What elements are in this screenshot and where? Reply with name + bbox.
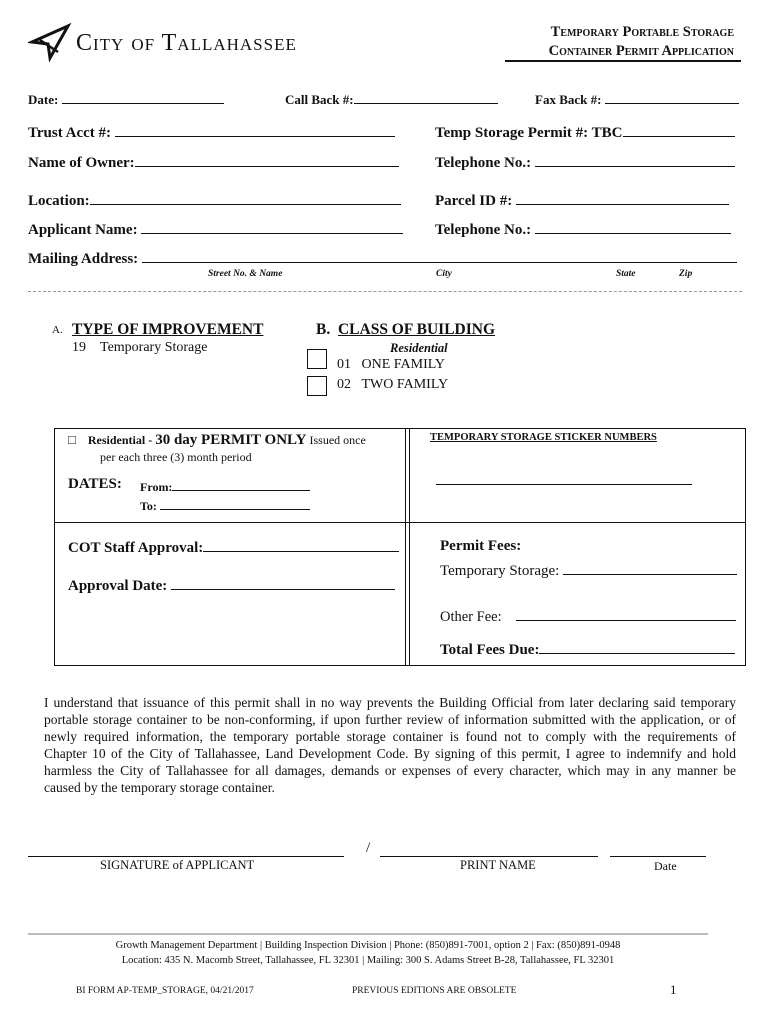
trust-acct-field[interactable]: Trust Acct #: [28, 125, 395, 142]
cot-staff-approval-field[interactable]: COT Staff Approval: [68, 540, 399, 557]
improvement-desc: Temporary Storage [100, 340, 208, 355]
footer-rule [28, 933, 708, 935]
fax-back-field[interactable]: Fax Back #: [535, 92, 739, 108]
to-date-field[interactable]: To: [140, 499, 310, 514]
disclaimer-line: Chapter 10 of the City of Tallahassee, Land Development Code. By signing of this permit, I agree to indemnify and hold [44, 746, 736, 761]
location-field[interactable]: Location: [28, 193, 401, 210]
building-class-heading: CLASS OF BUILDING [337, 321, 496, 338]
residential-permit-checkbox[interactable]: □ [68, 432, 76, 447]
from-date-field[interactable]: From: [140, 480, 310, 495]
applicant-name-field[interactable]: Applicant Name: [28, 222, 403, 239]
telephone-field-1[interactable]: Telephone No.: [435, 155, 735, 172]
state-sublabel: State [616, 269, 636, 279]
temp-storage-permit-value: TBC [591, 125, 623, 141]
residential-permit-line: □ Residential - 30 day PERMIT ONLY Issued once [68, 432, 366, 448]
signature-slash: / [366, 840, 371, 856]
signature-line[interactable] [28, 856, 344, 857]
print-name-line[interactable] [380, 856, 598, 857]
disclaimer-line: harmless the City of Tallahassee for all damages, demands or expenses of every character, which may in any manner be [44, 763, 736, 778]
signature-label: SIGNATURE of APPLICANT [100, 858, 255, 872]
print-name-label: PRINT NAME [460, 858, 536, 872]
date-field[interactable]: Date: [28, 92, 224, 108]
improvement-code: 19 [72, 340, 86, 355]
one-family-checkbox[interactable] [307, 349, 327, 369]
other-fee-field[interactable]: Other Fee: [440, 609, 736, 626]
owner-name-field[interactable]: Name of Owner: [28, 155, 399, 172]
header-rule [505, 60, 741, 62]
temp-storage-permit-field[interactable]: Temp Storage Permit #: TBC [435, 125, 735, 142]
signature-date-label: Date [654, 859, 677, 873]
building-class-letter: B. [316, 321, 331, 338]
street-sublabel: Street No. & Name [208, 269, 283, 279]
form-title [549, 23, 734, 61]
disclaimer-line: I understand that issuance of this permit shall in no way prevents the Building Official from later declaring said temporary [44, 695, 736, 710]
section-divider [28, 291, 742, 292]
parcel-id-field[interactable]: Parcel ID #: [435, 193, 729, 210]
permit-box-row-divider [54, 522, 746, 523]
page-number: 1 [670, 982, 677, 997]
total-fees-due-field[interactable]: Total Fees Due: [440, 642, 735, 659]
permit-fees-label: Permit Fees: [440, 538, 522, 554]
permit-period-text: per each three (3) month period [100, 450, 252, 464]
dates-label: DATES: [68, 476, 122, 492]
disclaimer-line: caused by the temporary storage container. [44, 780, 275, 795]
mailing-address-field[interactable]: Mailing Address: [28, 251, 737, 268]
telephone-field-2[interactable]: Telephone No.: [435, 222, 731, 239]
improvement-heading: TYPE OF IMPROVEMENT [72, 321, 264, 338]
temporary-storage-fee-field[interactable]: Temporary Storage: [440, 563, 737, 580]
improvement-option [72, 340, 207, 356]
city-sublabel: City [436, 269, 452, 279]
form-title-line2: Container Permit Application [548, 43, 734, 59]
approval-date-field[interactable]: Approval Date: [68, 578, 395, 595]
disclaimer-line: portable storage container to be non-conforming, if upon further review of information submitted with the application, or of [44, 712, 736, 727]
sticker-numbers-field[interactable] [436, 484, 692, 485]
two-family-checkbox[interactable] [307, 376, 327, 396]
obsolete-note: PREVIOUS EDITIONS ARE OBSOLETE [352, 986, 517, 996]
permit-box-divider [405, 428, 410, 666]
city-logo-icon [28, 22, 74, 62]
city-name: City of Tallahassee [76, 30, 297, 56]
call-back-field[interactable]: Call Back #: [285, 92, 498, 108]
sticker-numbers-heading: TEMPORARY STORAGE STICKER NUMBERS [430, 432, 657, 443]
one-family-option: 01 ONE FAMILY [337, 357, 446, 372]
form-title-line1: Temporary Portable Storage [550, 24, 734, 40]
footer-department-line: Growth Management Department | Building Inspection Division | Phone: (850)891-7001, option 2 | Fax: (850)891-0948 [115, 940, 621, 951]
zip-sublabel: Zip [679, 269, 693, 279]
building-class-heading-wrap [316, 321, 495, 339]
form-id: BI FORM AP-TEMP_STORAGE, 04/21/2017 [76, 986, 254, 996]
improvement-letter: A. [52, 324, 63, 336]
two-family-option: 02 TWO FAMILY [337, 377, 449, 392]
disclaimer-line: newly required information, the temporary portable storage container is found not to comply with the requirements of [44, 729, 736, 744]
building-class-subheading: Residential [390, 341, 448, 355]
signature-date-line[interactable] [610, 856, 706, 857]
footer-address-line: Location: 435 N. Macomb Street, Tallahassee, FL 32301 | Mailing: 300 S. Adams Street B-28, Tallahassee, FL 32301 [121, 955, 615, 966]
disclaimer-paragraph [44, 694, 736, 796]
